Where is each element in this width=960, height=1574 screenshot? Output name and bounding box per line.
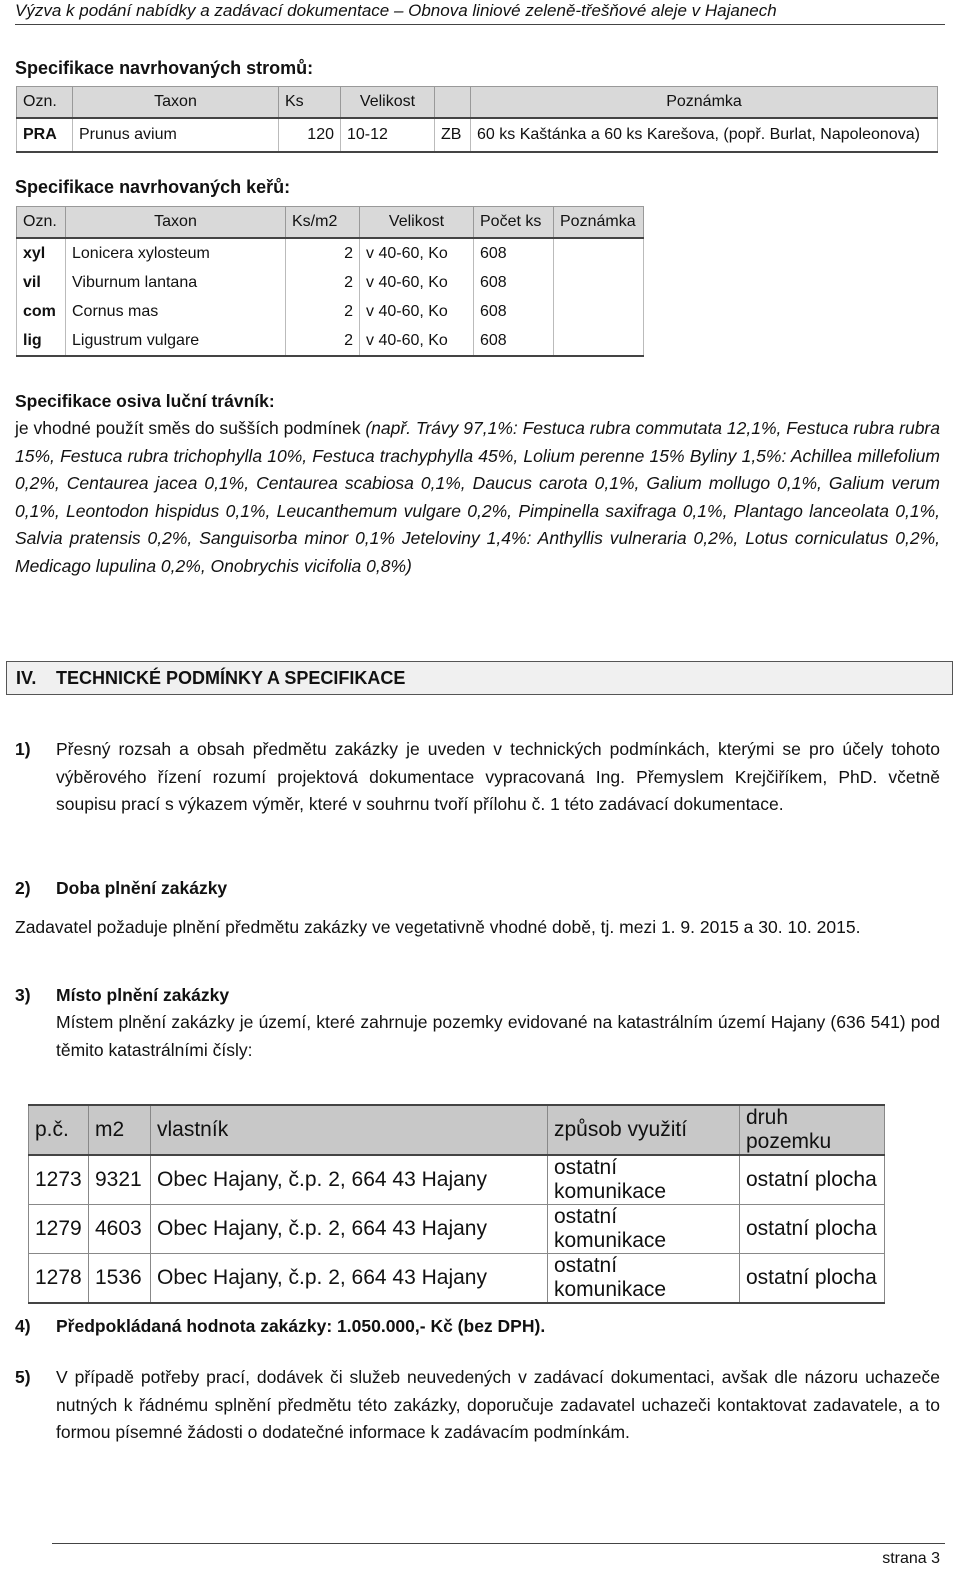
col-header: druh pozemku xyxy=(740,1105,885,1155)
col-header: Počet ks xyxy=(474,207,554,239)
item-5-number: 5) xyxy=(15,1367,31,1387)
trees-table xyxy=(16,86,938,153)
chapter-heading xyxy=(6,661,953,695)
shrub-size: v 40-60, Ko xyxy=(360,297,474,326)
item-5-text: V případě potřeby prací, dodávek či služeb neuvedených v zadávací dokumentaci, avšak dle názoru uchazeče nutných k řádnému splnění předmětu této zakázky, doporučuje zadavatel uchazeči kontaktovat zadavatele, a to formou písemné žádosti o dodatečné informace k zadávacím podmínkám. xyxy=(56,1367,940,1442)
parcel-type: ostatní plocha xyxy=(740,1254,885,1304)
parcel-area: 1536 xyxy=(89,1254,151,1304)
footer-divider xyxy=(52,1543,945,1544)
parcel-header-row xyxy=(29,1105,885,1155)
shrub-count: 608 xyxy=(474,268,554,297)
item-1-text: Přesný rozsah a obsah předmětu zakázky je uveden v technických podmínkách, kterými se pro účely tohoto výběrového řízení rozumí projektová dokumentace vypracovaná Ing. Přemyslem Krejčiříkem, PhD. včetně soupisu prací s výkazem výměr, které v souhrnu tvoří přílohu č. 1 této zadávací dokumentace. xyxy=(56,739,940,814)
shrub-size: v 40-60, Ko xyxy=(360,238,474,268)
item-1-number: 1) xyxy=(15,739,31,759)
table-row xyxy=(17,268,644,297)
col-header: m2 xyxy=(89,1105,151,1155)
col-header: vlastník xyxy=(151,1105,548,1155)
shrubs-section-title: Specifikace navrhovaných keřů: xyxy=(15,177,291,197)
item-2-number: 2) xyxy=(15,878,31,898)
col-header: Ks xyxy=(279,87,341,119)
tree-count: 120 xyxy=(279,118,341,152)
shrub-taxon: Cornus mas xyxy=(66,297,286,326)
col-header: p.č. xyxy=(29,1105,89,1155)
tree-note: 60 ks Kaštánka a 60 ks Karešova, (popř. Burlat, Napoleonova) xyxy=(471,118,938,152)
tree-root: ZB xyxy=(435,118,471,152)
parcel-number: 1279 xyxy=(29,1205,89,1254)
item-2-title: Doba plnění zakázky xyxy=(56,878,228,898)
col-header: Poznámka xyxy=(471,87,938,119)
shrub-density: 2 xyxy=(286,326,360,356)
parcel-owner: Obec Hajany, č.p. 2, 664 43 Hajany xyxy=(151,1254,548,1304)
tree-taxon: Prunus avium xyxy=(73,118,279,152)
seed-section-title: Specifikace osiva luční trávník: xyxy=(15,391,275,411)
parcel-area: 4603 xyxy=(89,1205,151,1254)
col-header: Ozn. xyxy=(17,87,73,119)
tree-code: PRA xyxy=(17,118,73,152)
chapter-number: IV. xyxy=(16,668,37,688)
table-row xyxy=(17,118,938,152)
item-3-text: Místem plnění zakázky je území, které zahrnuje pozemky evidované na katastrálním území Hajany (636 541) pod těmito katastrálními čísly: xyxy=(56,1012,940,1060)
parcel-owner: Obec Hajany, č.p. 2, 664 43 Hajany xyxy=(151,1155,548,1205)
shrub-code: xyl xyxy=(17,238,66,268)
shrub-taxon: Viburnum lantana xyxy=(66,268,286,297)
seed-paragraph xyxy=(15,415,940,580)
col-header: Velikost xyxy=(341,87,435,119)
shrub-count: 608 xyxy=(474,297,554,326)
col-header: Taxon xyxy=(66,207,286,239)
trees-header-row xyxy=(17,87,938,119)
trees-section-title: Specifikace navrhovaných stromů: xyxy=(15,58,314,78)
shrub-note xyxy=(554,238,644,268)
table-row xyxy=(17,238,644,268)
parcel-type: ostatní plocha xyxy=(740,1155,885,1205)
chapter-title: TECHNICKÉ PODMÍNKY A SPECIFIKACE xyxy=(56,668,406,688)
col-header: Taxon xyxy=(73,87,279,119)
shrub-code: lig xyxy=(17,326,66,356)
item-3-number: 3) xyxy=(15,985,31,1005)
parcel-number: 1273 xyxy=(29,1155,89,1205)
shrub-count: 608 xyxy=(474,238,554,268)
shrub-density: 2 xyxy=(286,238,360,268)
col-header xyxy=(435,87,471,119)
col-header: Velikost xyxy=(360,207,474,239)
shrubs-table xyxy=(16,206,644,357)
shrub-taxon: Ligustrum vulgare xyxy=(66,326,286,356)
shrub-density: 2 xyxy=(286,268,360,297)
parcel-type: ostatní plocha xyxy=(740,1205,885,1254)
col-header: Ozn. xyxy=(17,207,66,239)
shrub-note xyxy=(554,326,644,356)
table-row xyxy=(29,1254,885,1304)
shrub-size: v 40-60, Ko xyxy=(360,268,474,297)
table-row xyxy=(29,1205,885,1254)
document-header: Výzva k podání nabídky a zadávací dokumentace – Obnova liniové zeleně-třešňové aleje v Hajanech xyxy=(15,0,945,25)
shrub-density: 2 xyxy=(286,297,360,326)
shrub-count: 608 xyxy=(474,326,554,356)
table-row xyxy=(29,1155,885,1205)
shrub-note xyxy=(554,297,644,326)
shrub-code: com xyxy=(17,297,66,326)
shrubs-header-row xyxy=(17,207,644,239)
item-4-text: Předpokládaná hodnota zakázky: 1.050.000,- Kč (bez DPH). xyxy=(56,1316,546,1336)
page-number: strana 3 xyxy=(882,1550,940,1567)
tree-size: 10-12 xyxy=(341,118,435,152)
parcel-use: ostatní komunikace xyxy=(548,1155,740,1205)
parcel-table xyxy=(28,1104,885,1304)
parcel-number: 1278 xyxy=(29,1254,89,1304)
item-3-title: Místo plnění zakázky xyxy=(56,985,230,1005)
seed-intro: je vhodné použít směs do sušších podmínek xyxy=(15,418,366,438)
shrub-size: v 40-60, Ko xyxy=(360,326,474,356)
col-header: způsob využití xyxy=(548,1105,740,1155)
shrub-code: vil xyxy=(17,268,66,297)
parcel-use: ostatní komunikace xyxy=(548,1205,740,1254)
parcel-area: 9321 xyxy=(89,1155,151,1205)
col-header: Ks/m2 xyxy=(286,207,360,239)
table-row xyxy=(17,326,644,356)
shrub-taxon: Lonicera xylosteum xyxy=(66,238,286,268)
item-4-number: 4) xyxy=(15,1316,31,1336)
parcel-owner: Obec Hajany, č.p. 2, 664 43 Hajany xyxy=(151,1205,548,1254)
shrub-note xyxy=(554,268,644,297)
item-2-text: Zadavatel požaduje plnění předmětu zakázky ve vegetativně vhodné době, tj. mezi 1. 9. 2015 a 30. 10. 2015. xyxy=(15,917,861,937)
parcel-use: ostatní komunikace xyxy=(548,1254,740,1304)
col-header: Poznámka xyxy=(554,207,644,239)
seed-mixture: (např. Trávy 97,1%: Festuca rubra commutata 12,1%, Festuca rubra rubra 15%, Festuca rubra trichophylla 10%, Festuca trachyphylla 45%, Lolium perenne 15% Byliny 1,5%: Achillea millefolium 0,2%, Centaurea jacea 0,1%, Centaurea scabiosa 0,1%, Daucus carota 0,1%, Galium mollugo 0,1%, Galium verum 0,1%, Leontodon hispidus 0,1%, Leucanthemum vulgare 0,2%, Pimpinella saxifraga 0,1%, Plantago lanceolata 0,1%, Salvia pratensis 0,2%, Sanguisorba minor 0,1% Jeteloviny 1,4%: Anthyllis vulneraria 0,2%, Lotus corniculatus 0,2%, Medicago lupulina 0,2%, Onobrychis vicifolia 0,8%) xyxy=(15,418,940,576)
table-row xyxy=(17,297,644,326)
